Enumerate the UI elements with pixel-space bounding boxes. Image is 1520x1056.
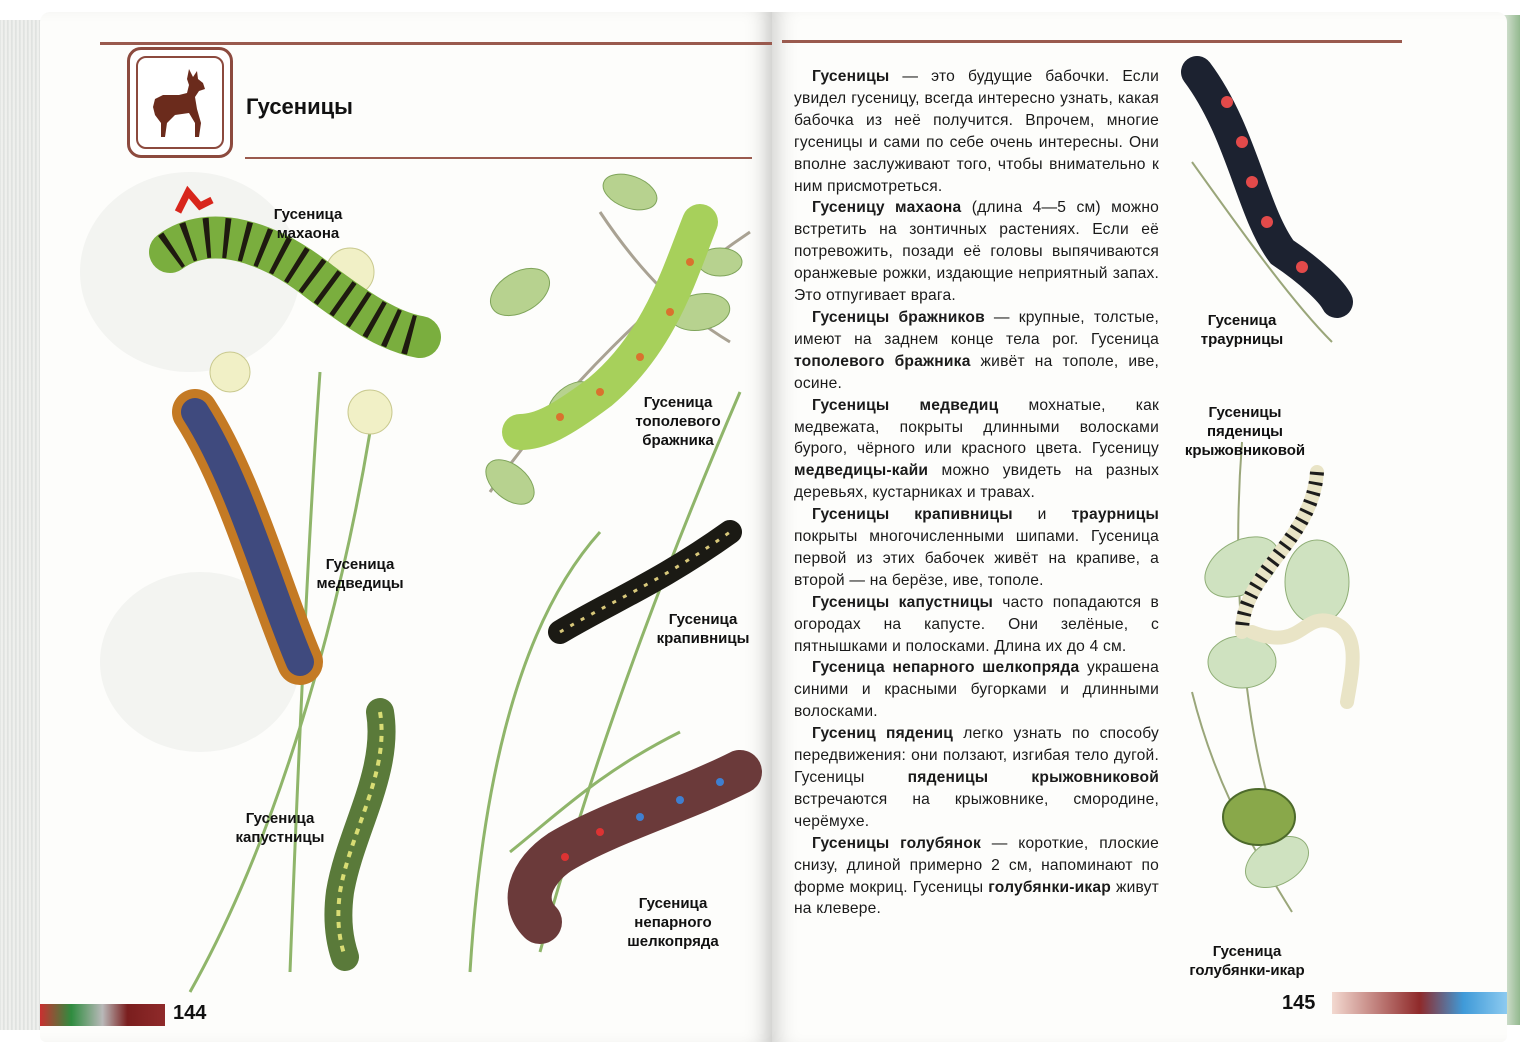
text-run: — короткие, плоские снизу, длиной примерно 2 см, напоминают по форме мокриц. Гусеницы: [794, 834, 1159, 896]
caption-kapustnitsa: Гусеница капустницы: [235, 810, 325, 846]
footer-bar-right: [1332, 992, 1507, 1014]
caterpillars-illustration-right: [772, 12, 1507, 1042]
bold-term: Гусениц пядениц: [812, 725, 954, 743]
caption-neparny: Гусеница непарного шелкопряда: [627, 895, 719, 950]
text-run: часто попадаются в огородах на капусте. Они зелёные, с пятнышками и полосками. Длина их до 4 см.: [794, 593, 1159, 655]
caterpillar-traurnitsa: [1197, 72, 1337, 302]
text-run: живут на клевере.: [794, 878, 1160, 918]
bold-term: тополевого бражника: [794, 352, 971, 370]
caterpillar-medveditsa: [195, 412, 300, 662]
bold-term: Гусеницы медведиц: [812, 396, 999, 414]
text-run: можно увидеть на разных деревьях, кустарниках и травах.: [794, 462, 1159, 502]
caterpillar-golubyanka: [1223, 789, 1295, 845]
bold-term: медведицы-кайи: [794, 462, 929, 480]
text-run: живёт на тополе, иве, осине.: [794, 352, 1159, 392]
caption-krapivnitsa: Гусеница крапивницы: [656, 611, 750, 647]
caption-traurnitsa: Гусеница траурницы: [1200, 312, 1284, 348]
bold-term: Гусеницы капустницы: [812, 593, 994, 611]
page-number-right: 145: [1282, 992, 1316, 1014]
caption-pyadenitsa: Гусеницы пяденицы крыжовниковой: [1184, 404, 1306, 459]
page-number-left: 144: [173, 1002, 207, 1024]
left-page: [40, 12, 772, 1042]
caption-makhaon: Гусеница махаона: [273, 206, 343, 242]
text-run: легко узнать по способу передвижения: они ползают, изгибая тело дугой. Гусеницы: [794, 725, 1159, 786]
bold-term: пяденицы крыжовниковой: [907, 769, 1159, 786]
footer-bar-left: [40, 1004, 165, 1026]
caption-topolevy: Гусеница тополевого бражника: [635, 394, 721, 449]
text-run: — это будущие бабочки. Если увидел гусеницу, всегда интересно узнать, какая бабочка из неё получится. Впрочем, многие гусеницы и сами по себе очень интересны. Они вполне заслуживают того, чтобы внимательно к ним присмотреться.: [794, 68, 1159, 195]
text-run: покрыты многочисленными шипами. Гусеница первой из этих бабочек живёт на крапиве, а второй — на берёзе, иве, тополе.: [794, 528, 1159, 589]
text-run: украшена синими и красными бугорками и длинными волосками.: [794, 659, 1159, 721]
bold-term: Гусеницы крапивницы: [812, 506, 1013, 524]
bold-term: Гусеницы голубянок: [812, 834, 982, 852]
text-run: мохнатые, как медвежата, покрыты длинными волосками бурого, чёрного или красного цвета. Гусеницу: [794, 396, 1160, 458]
text-run: (длина 4—5 см) можно встретить на зонтичных растениях. Если её потревожить, позади её головы выпячиваются оранжевые рожки, издающие неприятный запах. Это отпугивает врага.: [794, 199, 1160, 305]
text-run: — крупные, толстые, имеют на заднем конце тела рог. Гусеница: [794, 308, 1159, 348]
bold-term: Гусеницы: [812, 68, 890, 85]
caption-medveditsa: Гусеница медведицы: [316, 556, 404, 592]
text-run: и: [1012, 506, 1072, 524]
bold-term: Гусеницу махаона: [812, 199, 962, 217]
page-title: Гусеницы: [246, 94, 353, 119]
bold-term: траурницы: [1071, 506, 1160, 524]
bold-term: Гусеница непарного шелкопряда: [812, 659, 1080, 677]
bold-term: Гусеницы бражников: [812, 308, 985, 326]
bold-term: голубянки-икар: [988, 878, 1112, 896]
caption-golubyanka: Гусеница голубянки-икар: [1189, 943, 1305, 979]
caterpillars-illustration: [40, 12, 772, 1042]
text-run: встречаются на крыжовнике, смородине, черёмухе.: [794, 790, 1159, 830]
right-page: [772, 12, 1507, 1042]
caterpillar-kapustnitsa: [338, 712, 381, 957]
